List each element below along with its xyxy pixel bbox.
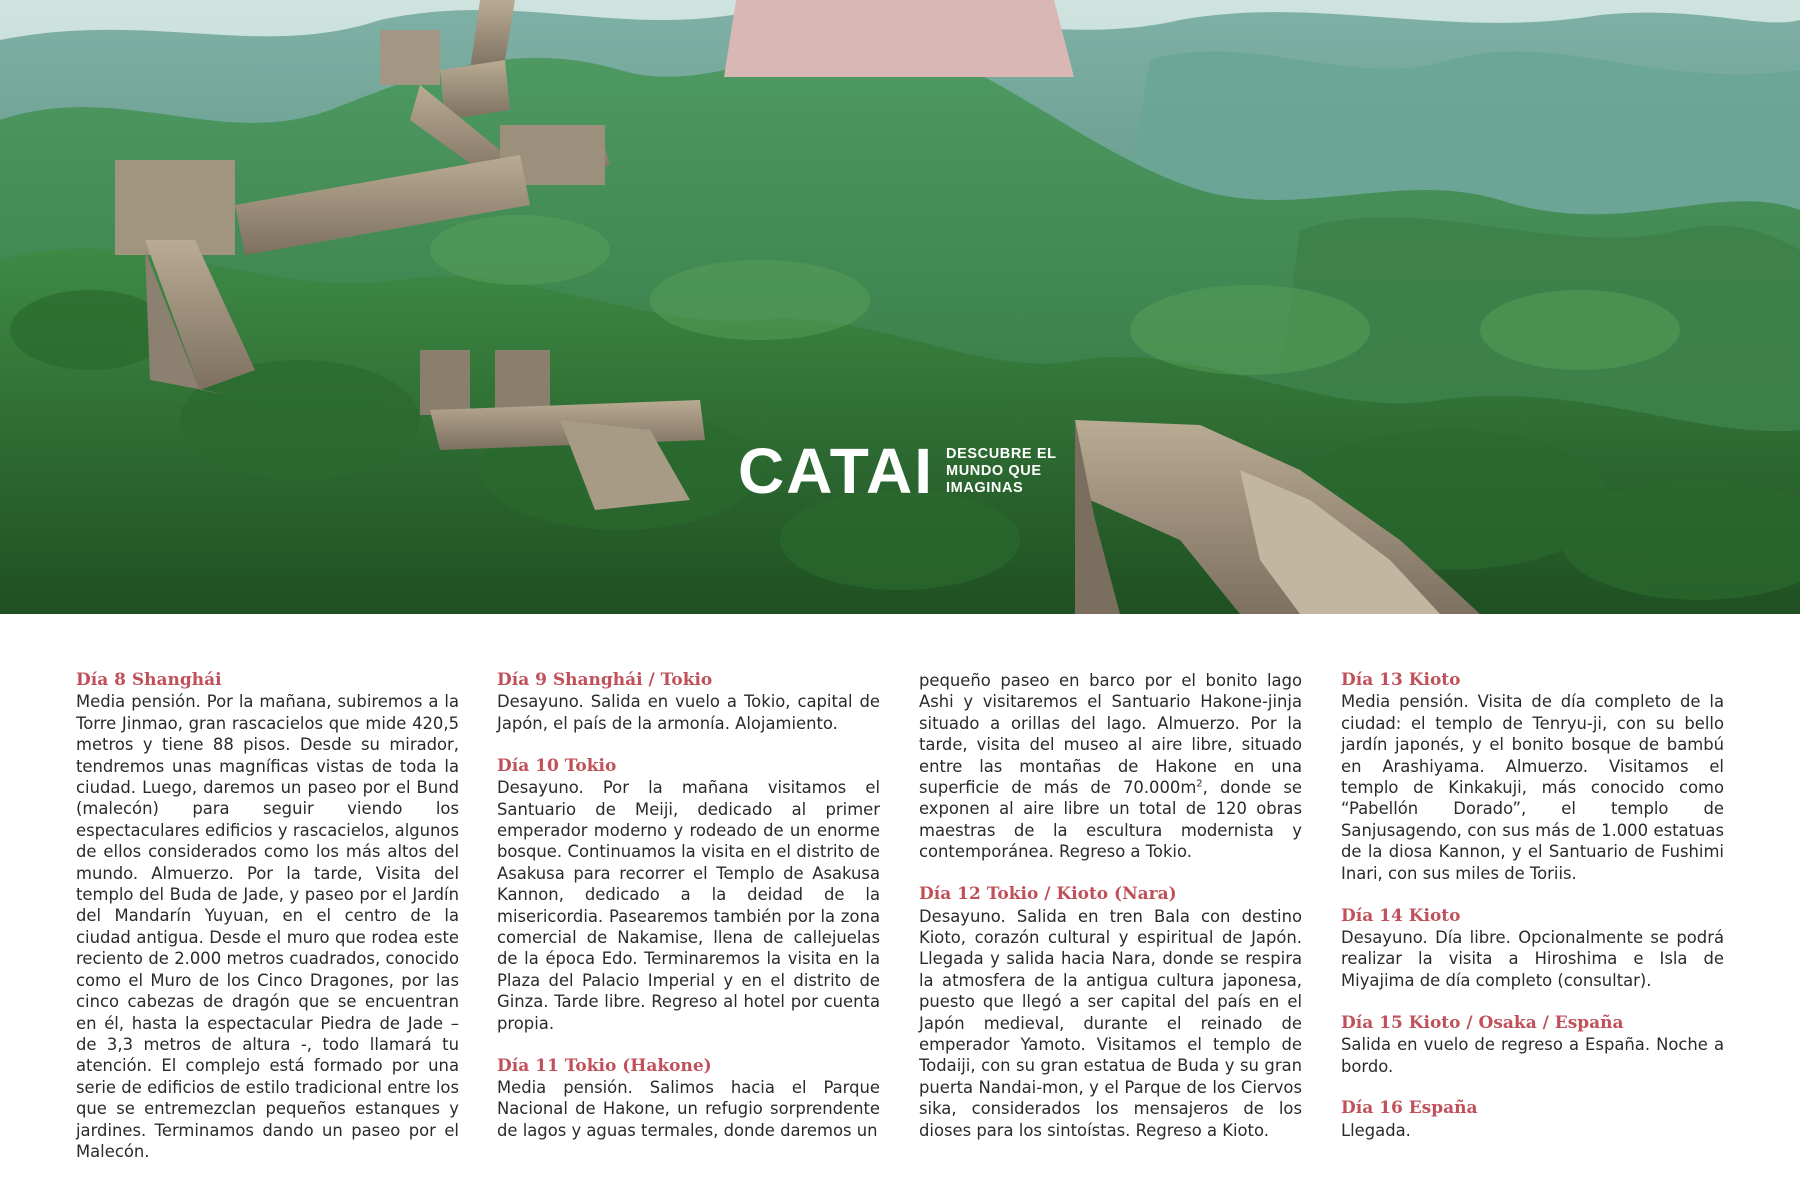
day-heading: Día 12 Tokio / Kioto (Nara) [919,884,1177,905]
day-description: Llegada. [1341,1120,1411,1140]
day-heading: Día 8 Shanghái [76,670,222,690]
itinerary-column-1 [76,670,459,1162]
day-description: Desayuno. Salida en vuelo a Tokio, capital de Japón, el país de la armonía. Alojamiento. [497,692,880,733]
itinerary-column-4 [1341,670,1724,1141]
tagline-line: DESCUBRE EL [946,445,1057,462]
text-segment: pequeño paseo en barco por el bonito lago Ashi y visitaremos el Santuario Hakone-jinja situado a orillas del lago. Almuerzo. Por la tarde, visita del museo al aire libre, situado entre las montañas de Hakone en una superficie de más de 70.000m [919,671,1302,798]
day-description: Media pensión. Por la mañana, subiremos a la Torre Jinmao, gran rascacielos que mide 420,5 metros y tiene 88 pisos. Desde su mirador, tendremos unas magníficas vistas de toda la ciudad. Luego, daremos un paseo por el Bund (malecón) para seguir viendo los espectaculares edificios y rascacielos, algunos de ellos considerados como los más altos del mundo. Almuerzo. Por la tarde, Visita del templo del Buda de Jade, y paseo por el Jardín del Mandarín Yuyuan, en el centro de la ciudad antigua. Desde el muro que rodea este reciento de 2.000 metros cuadrados, conocido como el Muro de los Cinco Dragones, por las cinco cabezas de dragón que se encuentran en él, hasta la espectacular Piedra de Jade – de 3,3 metros de altura -, todo llamará tu atención. El complejo está formado por una serie de edificios de estilo tradicional entre los que se entremezclan pequeños estanques y jardines. Terminamos dando un paseo por el Malecón. [76,692,459,1161]
day-heading: Día 11 Tokio (Hakone) [497,1055,712,1076]
day-description: Desayuno. Por la mañana visitamos el Santuario de Meiji, dedicado al primer emperador moderno y rodeado de un enorme bosque. Continuamos la visita en el distrito de Asakusa para recorrer el Templo de Asakusa Kannon, dedicado a la deidad de la misericordia. Pasearemos también por la zona comercial de Nakamise, llena de callejuelas de la época Edo. Terminaremos la visita en la Plaza del Palacio Imperial y en el distrito de Ginza. Tarde libre. Regreso al hotel por cuenta propia. [497,778,880,1033]
day-description: Desayuno. Salida en tren Bala con destino Kioto, corazón cultural y espiritual de Japón. Llegada y salida hacia Nara, donde se respira la atmosfera de la antigua cultura japonesa, puesto que llegó a ser capital del país en el Japón medieval, durante el reinado de emperador Yamoto. Visitamos el templo de Todaiji, con su gran estatua de Buda y su gran puerta Nandai-mon, y el Parque de los Ciervos sika, considerados los mensajeros de los dioses para los sintoístas. Regreso a Kioto. [919,906,1302,1140]
tagline-line: IMAGINAS [946,479,1024,496]
brand-name: CATAI [738,435,935,507]
day-heading: Día 13 Kioto [1341,670,1461,690]
day-description: Salida en vuelo de regreso a España. Noche a bordo. [1341,1035,1724,1076]
day-description-continued [919,670,1302,863]
text-segment: , donde se exponen al aire libre un total de 120 obras maestras de la escultura modernista y contemporánea. Regreso a Tokio. [919,778,1302,862]
itinerary-column-2 [497,670,880,1141]
day-heading: Día 16 España [1341,1098,1478,1119]
brand-tagline [946,446,1057,497]
itinerary-column-3 [919,670,1302,1141]
day-heading: Día 14 Kioto [1341,905,1461,926]
day-heading: Día 10 Tokio [497,755,617,776]
day-description: Desayuno. Día libre. Opcionalmente se podrá realizar la visita a Hiroshima e Isla de Miyajima de día completo (consultar). [1341,927,1724,990]
day-heading: Día 9 Shanghái / Tokio [497,670,713,690]
tagline-line: MUNDO QUE [946,462,1042,479]
day-heading: Día 15 Kioto / Osaka / España [1341,1012,1624,1033]
day-description: Media pensión. Visita de día completo de la ciudad: el templo de Tenryu-ji, con su bello jardín japonés, y el bonito bosque de bambú en Arashiyama. Almuerzo. Visitamos el templo de Kinkakuji, más conocido como “Pabellón Dorado”, el templo de Sanjusagendo, con sus más de 1.000 estatuas de la diosa Kannon, y el Santuario de Fushimi Inari, con sus miles de Toriis. [1341,692,1724,883]
day-description: Media pensión. Salimos hacia el Parque Nacional de Hakone, un refugio sorprendente de lagos y aguas termales, donde daremos un [497,1077,880,1140]
superscript: 2 [1196,778,1203,790]
catai-logo [738,436,1057,506]
